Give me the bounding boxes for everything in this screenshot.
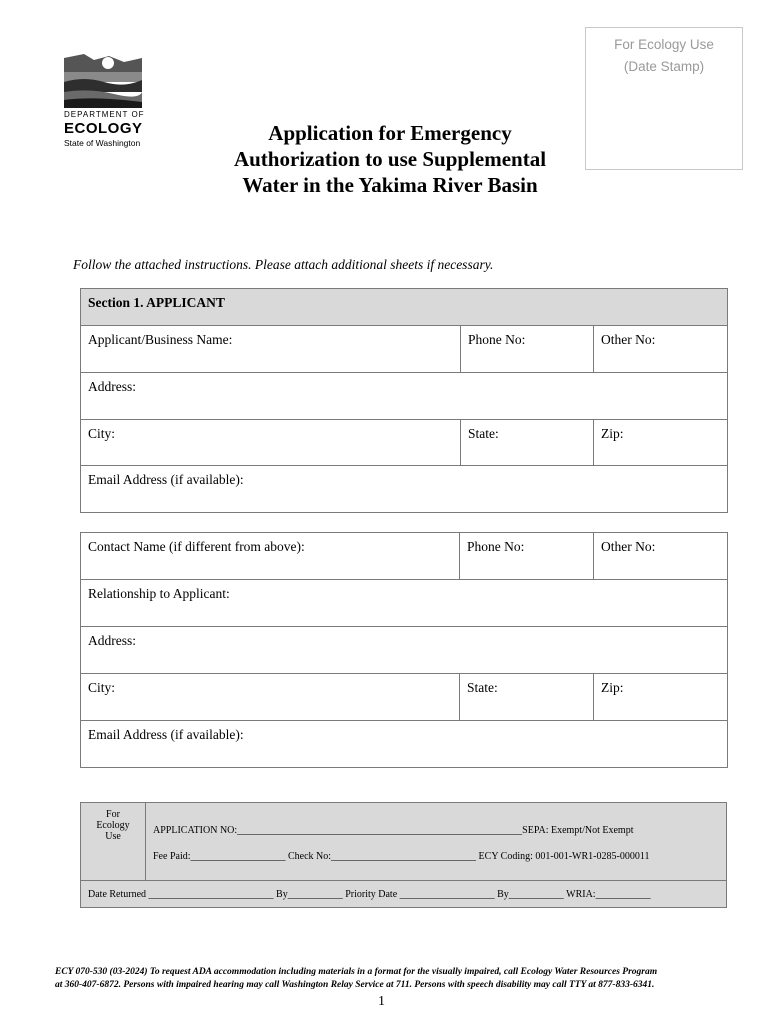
contact-phone-field[interactable]: Phone No: <box>460 533 594 580</box>
applicant-city-field[interactable]: City: <box>81 420 461 466</box>
footer-line-2: at 360-407-6872. Persons with impaired hearing may call Washington Relay Service at 711. Persons with speech disability may call TTY at 877-833-6341. <box>55 980 655 990</box>
title-line-2: Authorization to use Supplemental <box>233 147 547 171</box>
applicant-phone-field[interactable]: Phone No: <box>461 326 594 373</box>
for-line-1: For <box>106 809 120 820</box>
for-line-2: Ecology <box>96 820 130 831</box>
date-stamp-box <box>585 27 743 170</box>
contact-relationship-field[interactable]: Relationship to Applicant: <box>81 580 728 627</box>
applicant-other-field[interactable]: Other No: <box>594 326 728 373</box>
ecology-use-box <box>80 802 727 908</box>
contact-city-field[interactable]: City: <box>81 674 460 721</box>
logo-department: DEPARTMENT OF <box>64 110 145 119</box>
contact-other-field[interactable]: Other No: <box>594 533 728 580</box>
for-line-3: Use <box>105 831 121 842</box>
contact-state-field[interactable]: State: <box>460 674 594 721</box>
applicant-name-field[interactable]: Applicant/Business Name: <box>81 326 461 373</box>
contact-email-field[interactable]: Email Address (if available): <box>81 721 728 768</box>
logo-state: State of Washington <box>64 138 141 148</box>
stamp-line-1: For Ecology Use <box>614 37 714 52</box>
stamp-line-2: (Date Stamp) <box>623 59 705 74</box>
date-returned-line: Date Returned _________________________ By___________ Priority Date ___________________ By___________ WRIA:___________ <box>88 889 651 900</box>
section-1-heading: Section 1. APPLICANT <box>81 289 728 326</box>
page-title <box>200 120 580 198</box>
contact-section <box>80 532 728 768</box>
application-number-line: APPLICATION NO:_________________________________________________________SEPA: Exempt/Not Exempt <box>153 825 634 836</box>
contact-zip-field[interactable]: Zip: <box>594 674 728 721</box>
contact-name-field[interactable]: Contact Name (if different from above): <box>81 533 460 580</box>
page-number: 1 <box>378 994 385 1009</box>
applicant-address-field[interactable]: Address: <box>81 373 728 420</box>
fee-paid-line: Fee Paid:___________________ Check No:_____________________________ ECY Coding: 001-001-WR1-0285-000011 <box>153 851 650 862</box>
ecology-logo <box>60 50 160 150</box>
title-line-1: Application for Emergency <box>268 121 512 145</box>
applicant-zip-field[interactable]: Zip: <box>594 420 728 466</box>
title-line-3: Water in the Yakima River Basin <box>242 173 538 197</box>
divider <box>81 880 726 881</box>
applicant-email-field[interactable]: Email Address (if available): <box>81 466 728 513</box>
applicant-state-field[interactable]: State: <box>461 420 594 466</box>
logo-ecology: ECOLOGY <box>64 120 143 137</box>
footer-ada-notice <box>55 966 715 992</box>
instructions-text: Follow the attached instructions. Please attach additional sheets if necessary. <box>73 257 494 272</box>
logo-mountain-icon <box>64 50 142 108</box>
applicant-section <box>80 288 728 513</box>
footer-line-1: ECY 070-530 (03-2024) To request ADA accommodation including materials in a format for the visually impaired, call Ecology Water Resources Program <box>55 967 658 977</box>
contact-address-field[interactable]: Address: <box>81 627 728 674</box>
for-ecology-use-label <box>81 803 146 880</box>
